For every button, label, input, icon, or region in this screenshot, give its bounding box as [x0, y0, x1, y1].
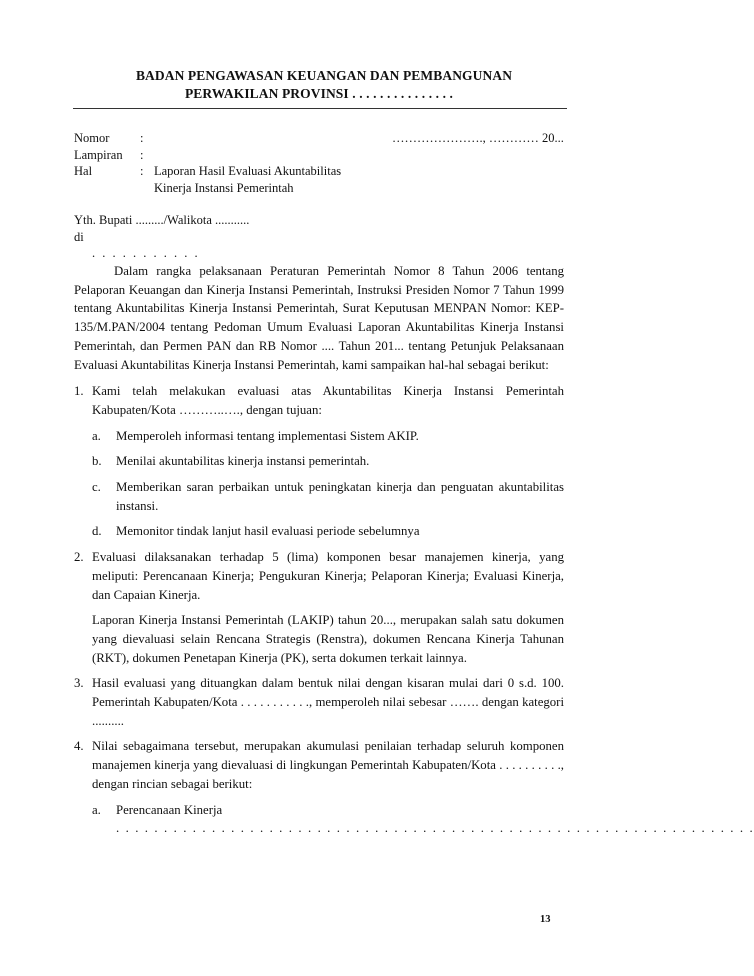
page-number: 13: [540, 914, 551, 925]
sub-letter: d.: [92, 524, 102, 539]
item-text: Kami telah melakukan evaluasi atas Akuntabilitas Kinerja Instansi Pemerintah Kabupaten/Kota ………..…., dengan tujuan:: [92, 384, 564, 417]
sub-letter: c.: [92, 480, 101, 495]
fill-in-blank: . . . . . . . . . . . . . . . . . . . . . . . . . . . . . . . . . . . . . . . . . . . . . . . . . . . . . . . . . . . . . . . . . . .: [116, 821, 754, 836]
colon: :: [140, 164, 144, 178]
sub-text: Memberikan saran perbaikan untuk peningkatan kinerja dan penguatan akuntabilitas instansi.: [116, 480, 564, 513]
hal-label: Hal: [74, 164, 93, 178]
sub-letter: b.: [92, 454, 102, 469]
sublist: [74, 801, 754, 838]
item-text: Nilai sebagaimana tersebut, merupakan akumulasi penilaian terhadap seluruh komponen manajemen kinerja yang dievaluasi di lingkungan Pemerintah Kabupaten/Kota . . . . . . . . . ., dengan rincian sebagai berikut:: [92, 739, 564, 791]
sublist-item: [92, 427, 564, 446]
header-divider: [73, 108, 567, 109]
agency-name: BADAN PENGAWASAN KEUANGAN DAN PEMBANGUNAN: [135, 68, 513, 83]
list-item: [74, 382, 564, 419]
hal-line-1: Laporan Hasil Evaluasi Akuntabilitas: [154, 164, 342, 178]
sublist-item: [92, 478, 564, 515]
list-item: [74, 548, 564, 604]
hal-line-2: Kinerja Instansi Pemerintah: [154, 180, 294, 195]
recipient-location: di: [74, 229, 84, 244]
letter-meta: [74, 130, 564, 196]
colon: :: [140, 131, 144, 145]
hal-value: [154, 163, 564, 196]
item-note: [74, 611, 564, 667]
list-item: [74, 674, 564, 730]
lampiran-row: [74, 147, 564, 164]
agency-branch: PERWAKILAN PROVINSI . . . . . . . . . . . . . . .: [184, 86, 454, 101]
sub-text: Perencanaan Kinerja: [116, 802, 223, 817]
recipient-line: Yth. Bupati ........./Walikota ...........: [74, 213, 250, 227]
item-number: 1.: [74, 384, 84, 399]
item-number: 2.: [74, 550, 84, 565]
item-text: Hasil evaluasi yang dituangkan dalam bentuk nilai dengan kisaran mulai dari 0 s.d. 100. Pemerintah Kabupaten/Kota . . . . . . . . . . ., memperoleh nilai sebesar ……. dengan kategori ..........: [92, 676, 564, 728]
sublist-item: [92, 801, 564, 820]
recipient-address: [74, 212, 249, 262]
note-text: Laporan Kinerja Instansi Pemerintah (LAKIP) tahun 20..., merupakan salah satu dokumen yang dievaluasi selain Rencana Strategis (Renstra), dokumen Rencana Kinerja Tahunan (RKT), dokumen Penetapan Kinerja (PK), serta dokumen terkait lainnya.: [92, 613, 564, 665]
sublist-item: [92, 452, 564, 471]
hal-row: [74, 163, 564, 196]
letter-body: [74, 262, 754, 845]
sub-text: Memperoleh informasi tentang implementasi Sistem AKIP.: [116, 428, 419, 443]
sub-letter: a.: [92, 428, 101, 443]
colon: :: [140, 147, 144, 162]
letter-date: …………………., ………… 20...: [392, 131, 564, 145]
item-text: Evaluasi dilaksanakan terhadap 5 (lima) komponen besar manajemen kinerja, yang meliputi: Perencanaan Kinerja; Pengukuran Kinerja; Pelaporan Kinerja; Evaluasi Kinerja, dan Capaian Kinerja.: [92, 550, 564, 602]
recipient-place-blank: . . . . . . . . . . .: [92, 246, 200, 260]
nomor-label: Nomor: [74, 131, 110, 145]
item-number: 3.: [74, 676, 84, 691]
letterhead: [0, 68, 638, 104]
list-item: [74, 737, 564, 793]
sub-text: Menilai akuntabilitas kinerja instansi pemerintah.: [116, 454, 370, 469]
sublist-item: [92, 819, 754, 838]
lampiran-label: Lampiran: [74, 147, 123, 162]
sublist-item: [92, 522, 564, 541]
intro-paragraph: Dalam rangka pelaksanaan Peraturan Pemerintah Nomor 8 Tahun 2006 tentang Pelaporan Keuangan dan Kinerja Instansi Pemerintah, Instruksi Presiden Nomor 7 Tahun 1999 tentang Akuntabilitas Kinerja Instansi Pemerintah, Surat Keputusan MENPAN Nomor: KEP-135/M.PAN/2004 tentang Pedoman Umum Evaluasi Laporan Akuntabilitas Kinerja Instansi Pemerintah, dan Permen PAN dan RB Nomor .... Tahun 201... tentang Petunjuk Pelaksanaan Evaluasi Akuntabilitas Kinerja Instansi Pemerintah, kami sampaikan hal-hal sebagai berikut:: [74, 264, 564, 372]
sublist: [74, 427, 564, 542]
item-number: 4.: [74, 739, 84, 754]
sub-text: Memonitor tindak lanjut hasil evaluasi periode sebelumnya: [116, 524, 420, 539]
lampiran-value: [154, 147, 564, 164]
sub-letter: a.: [92, 802, 101, 817]
